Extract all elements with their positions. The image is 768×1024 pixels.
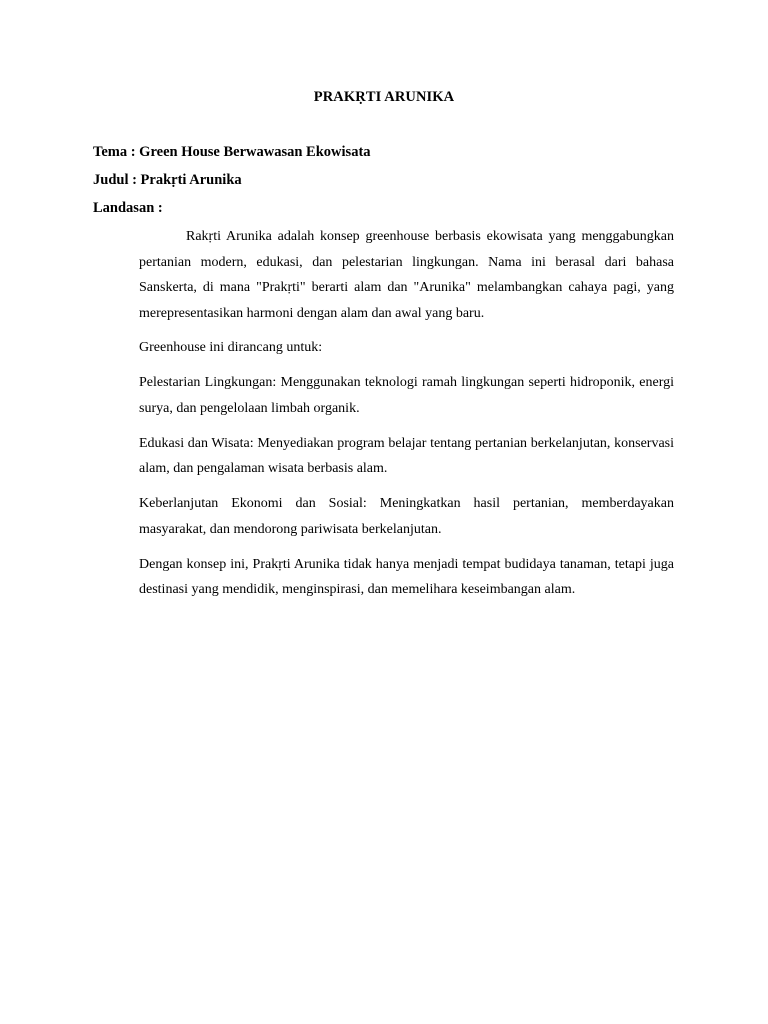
paragraph-edukasi: Edukasi dan Wisata: Menyediakan program belajar tentang pertanian berkelanjutan, konservasi alam, dan pengalaman wisata berbasis alam. bbox=[139, 435, 674, 476]
paragraph-pelestarian: Pelestarian Lingkungan: Menggunakan teknologi ramah lingkungan seperti hidroponik, energi surya, dan pengelolaan limbah organik. bbox=[139, 375, 674, 416]
paragraph-keberlanjutan: Keberlanjutan Ekonomi dan Sosial: Meningkatkan hasil pertanian, memberdayakan masyarakat, dan mendorong pariwisata berkelanjutan. bbox=[139, 496, 674, 537]
paragraph-purpose: Greenhouse ini dirancang untuk: bbox=[139, 340, 323, 355]
paragraph-conclusion: Dengan konsep ini, Prakṛti Arunika tidak hanya menjadi tempat budidaya tanaman, tetapi juga destinasi yang mendidik, menginspirasi, dan memelihara keseimbangan alam. bbox=[139, 556, 674, 597]
paragraph-intro: Rakṛti Arunika adalah konsep greenhouse berbasis ekowisata yang menggabungkan pertanian modern, edukasi, dan pelestarian lingkungan. Nama ini berasal dari bahasa Sanskerta, di mana "Prakṛti" berarti alam dan "Arunika" melambangkan cahaya pagi, yang merepresentasikan harmoni dengan alam dan awal yang baru. bbox=[139, 229, 674, 321]
judul-line: Judul : Prakṛti Arunika bbox=[93, 172, 242, 188]
landasan-body bbox=[139, 224, 674, 612]
tema-line: Tema : Green House Berwawasan Ekowisata bbox=[93, 144, 371, 160]
landasan-heading: Landasan : bbox=[93, 200, 163, 216]
document-title: PRAKṚTI ARUNIKA bbox=[313, 89, 455, 105]
